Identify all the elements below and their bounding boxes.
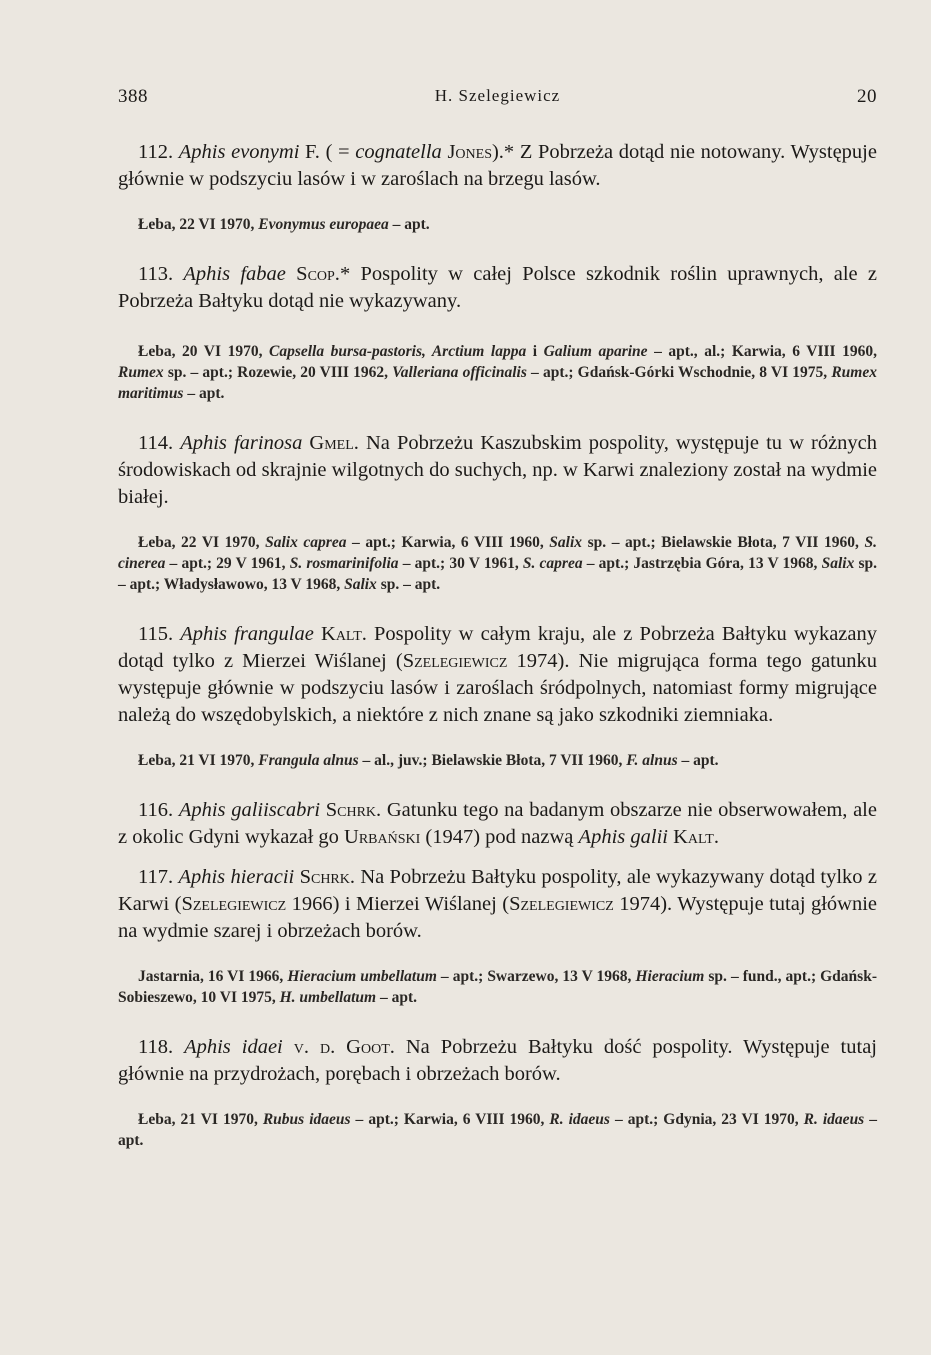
author-name: Scop.: [285, 263, 340, 285]
taxon-name: Aphis galii: [578, 826, 668, 848]
taxon-name: R. idaeus: [803, 1111, 865, 1128]
author-name: Szelegiewicz: [402, 650, 508, 672]
text-run: – apt.: [376, 989, 417, 1006]
author-name: Jones: [441, 141, 492, 163]
taxon-name: S. caprea: [522, 555, 583, 572]
taxon-name: Salix: [549, 534, 583, 551]
locality-records: [118, 966, 877, 1008]
text-run: – apt.: [388, 216, 430, 233]
taxon-name: Salix: [344, 576, 377, 593]
author-name: Urbański: [344, 826, 421, 848]
text-run: – apt.; 30 V 1961,: [398, 555, 523, 572]
text-run: Na Pobrzeżu Bałtyku dość pospolity. Występuje tutaj głównie na przydrożach, porębach i obrzeżach borów.: [118, 1036, 877, 1085]
species-paragraph: [118, 864, 877, 945]
text-run: 117.: [138, 866, 179, 888]
taxon-name: Aphis idaei: [184, 1036, 283, 1058]
locality-records: [118, 341, 877, 404]
author-name: Gmel.: [302, 432, 359, 454]
text-run: – apt.: [183, 385, 225, 402]
article-body: [118, 139, 877, 1151]
taxon-name: Hieracium: [635, 968, 705, 985]
taxon-name: Valleriana officinalis: [392, 364, 527, 381]
text-run: – al., juv.; Bielawskie Błota, 7 VII 1960,: [358, 752, 627, 769]
taxon-name: Rubus idaeus: [262, 1111, 351, 1128]
text-run: ).* Z Pobrzeża dotąd nie notowany. Występuje głównie w podszyciu lasów i w zaroślach na brzegu lasów.: [118, 141, 877, 190]
species-paragraph: [118, 430, 877, 511]
text-run: sp. – fund., apt.; Gdańsk-Sobieszewo, 10 VI 1975,: [118, 968, 877, 1006]
taxon-name: S. rosmarinifolia: [289, 555, 399, 572]
text-run: 112.: [138, 141, 179, 163]
taxon-name: Aphis fabae: [183, 263, 286, 285]
running-head-author: H. Szelegiewicz: [434, 86, 561, 105]
locality-records: [118, 532, 877, 595]
locality-records: [118, 214, 877, 235]
taxon-name: Capsella bursa-pastoris, Arctium lappa: [269, 343, 527, 360]
text-run: – apt.; Karwia, 6 VIII 1960,: [350, 1111, 550, 1128]
author-name: Schrk.: [320, 799, 382, 821]
text-run: 118.: [138, 1036, 185, 1058]
text-run: – apt.: [677, 752, 719, 769]
taxon-name: Aphis galiiscabri: [178, 799, 321, 821]
text-run: * Pospolity w całej Polsce szkodnik roślin uprawnych, ale z Pobrzeża Bałtyku dotąd nie wykazywany.: [118, 263, 877, 312]
taxon-name: Aphis farinosa: [180, 432, 303, 454]
taxon-name: Aphis evonymi: [178, 141, 300, 163]
text-run: 1974). Występuje tutaj głównie na wydmie szarej i obrzeżach borów.: [118, 893, 877, 942]
taxon-name: Salix caprea: [265, 534, 347, 551]
text-run: sp. – apt.; Władysławowo, 13 V 1968,: [118, 555, 878, 593]
text-run: – apt.; Gdynia, 23 VI 1970,: [609, 1111, 804, 1128]
taxon-name: R. idaeus: [549, 1111, 610, 1128]
taxon-name: H. umbellatum: [279, 989, 377, 1006]
text-run: Na Pobrzeżu Bałtyku pospolity, ale wykazywany dotąd tylko z Karwi (: [118, 866, 877, 915]
text-run: 115.: [138, 623, 181, 645]
author-name: Kalt.: [313, 623, 367, 645]
taxon-name: Aphis frangulae: [180, 623, 314, 645]
text-run: – apt.; Gdańsk-Górki Wschodnie, 8 VI 1975,: [526, 364, 832, 381]
text-run: 1966) i Mierzei Wiślanej (: [286, 893, 510, 915]
taxon-name: Rumex maritimus: [118, 364, 877, 402]
locality-records: [118, 750, 877, 771]
text-run: – apt.; 29 V 1961,: [165, 555, 290, 572]
species-paragraph: [118, 139, 877, 193]
taxon-name: Evonymus europaea: [258, 216, 389, 233]
author-name: v. d. Goot.: [282, 1036, 395, 1058]
author-name: Schrk.: [294, 866, 355, 888]
taxon-name: Rumex: [118, 364, 164, 381]
taxon-name: Galium aparine: [543, 343, 648, 360]
page-number: 388: [118, 86, 148, 107]
text-run: Łeba, 22 VI 1970,: [138, 216, 259, 233]
issue-number: 20: [857, 86, 877, 107]
text-run: i: [526, 343, 544, 360]
text-run: – apt.; Jastrzębia Góra, 13 V 1968,: [582, 555, 822, 572]
species-paragraph: [118, 621, 877, 729]
taxon-name: Hieracium umbellatum: [287, 968, 437, 985]
taxon-name: Aphis hieracii: [178, 866, 295, 888]
locality-records: [118, 1109, 877, 1151]
text-run: – apt.; Swarzewo, 13 V 1968,: [436, 968, 636, 985]
text-run: – apt.; Karwia, 6 VIII 1960,: [346, 534, 550, 551]
author-name: Szelegiewicz: [509, 893, 614, 915]
text-run: – apt., al.; Karwia, 6 VIII 1960,: [647, 343, 877, 360]
taxon-name: cognatella: [355, 141, 442, 163]
text-run: Pospolity w całym kraju, ale z Pobrzeża Bałtyku wykazany dotąd tylko z Mierzei Wiślanej (: [118, 623, 877, 672]
species-paragraph: [118, 261, 877, 315]
text-run: (1947) pod nazwą: [420, 826, 579, 848]
taxon-name: Salix: [821, 555, 855, 572]
text-run: 1974). Nie migrująca forma tego gatunku występuje głównie w podszyciu lasów i zaroślach śródpolnych, natomiast formy migrujące należą do wszędobylskich, a niektóre z nich znane są jako szkodniki ziemniaka.: [118, 650, 877, 726]
species-paragraph: [118, 1034, 877, 1088]
text-run: sp. – apt.: [376, 576, 441, 593]
text-run: 113.: [138, 263, 184, 285]
text-run: sp. – apt.; Rozewie, 20 VIII 1962,: [163, 364, 393, 381]
taxon-name: F. alnus: [626, 752, 678, 769]
author-name: Kalt.: [667, 826, 719, 848]
author-name: Szelegiewicz: [181, 893, 287, 915]
text-run: Łeba, 21 VI 1970,: [138, 752, 259, 769]
species-paragraph: [118, 797, 877, 851]
text-run: Gatunku tego na badanym obszarze nie obserwowałem, ale z okolic Gdyni wykazał go: [118, 799, 877, 848]
text-run: – apt.: [118, 1111, 877, 1149]
text-run: Łeba, 21 VI 1970,: [138, 1111, 263, 1128]
text-run: Na Pobrzeżu Kaszubskim pospolity, występuje tu w różnych środowiskach od skrajnie wilgotnych do suchych, np. w Karwi znaleziony został na wydmie białej.: [118, 432, 878, 508]
text-run: Łeba, 22 VI 1970,: [138, 534, 266, 551]
taxon-name: Frangula alnus: [258, 752, 359, 769]
text-run: F. ( =: [299, 141, 356, 163]
text-run: 116.: [138, 799, 179, 821]
taxon-name: S. cinerea: [118, 534, 877, 572]
text-run: Jastarnia, 16 VI 1966,: [138, 968, 288, 985]
text-run: 114.: [138, 432, 181, 454]
text-run: sp. – apt.; Bielawskie Błota, 7 VII 1960,: [582, 534, 865, 551]
text-run: Łeba, 20 VI 1970,: [138, 343, 269, 360]
